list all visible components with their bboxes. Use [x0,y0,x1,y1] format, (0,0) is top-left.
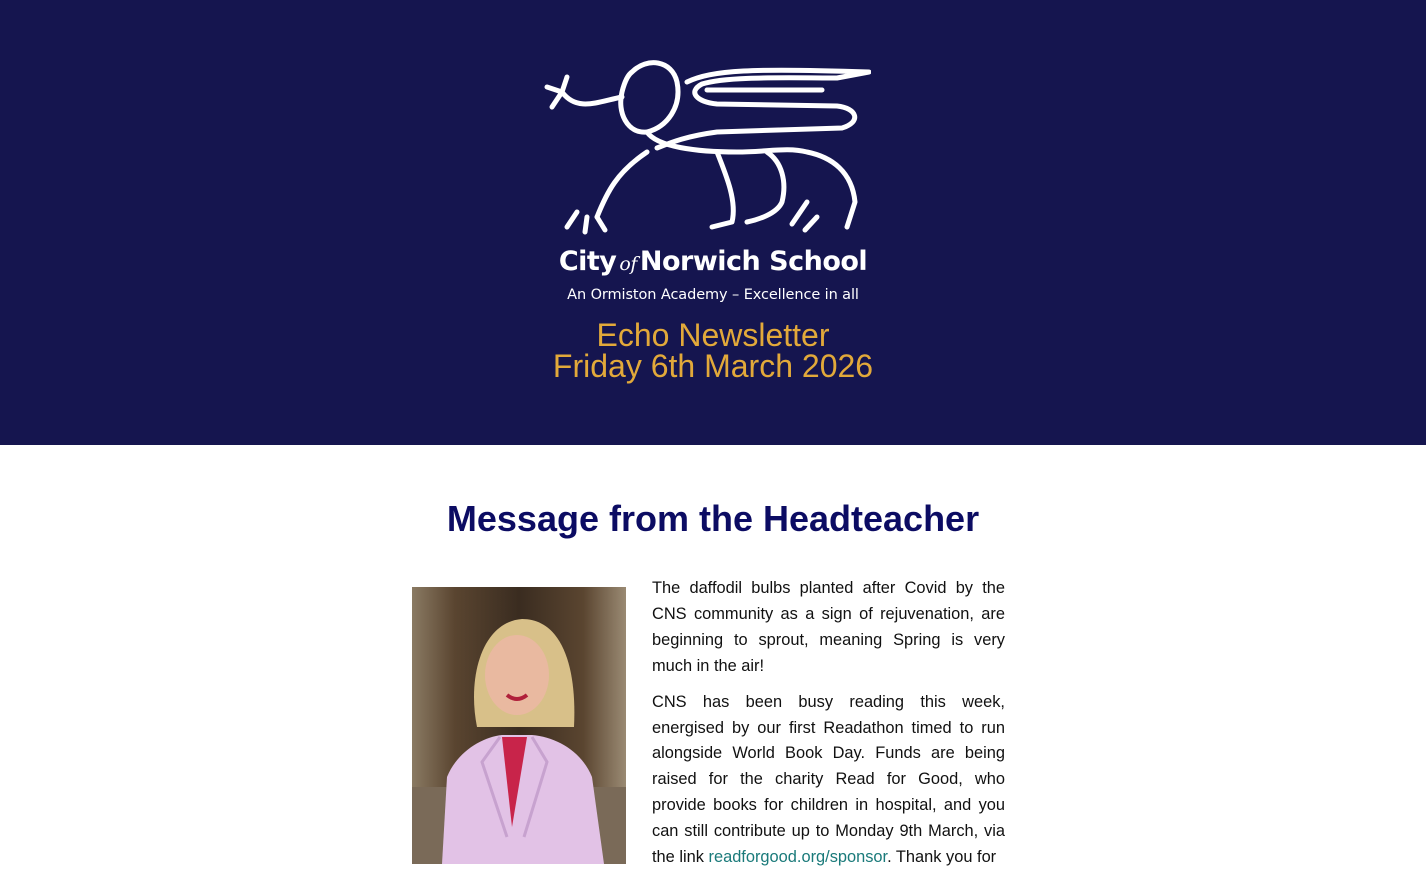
newsletter-title: Echo Newsletter [596,317,830,353]
paragraph-2-tail: . Thank you for [887,848,997,867]
message-paragraph-1: The daffodil bulbs planted after Covid by the CNS community as a sign of rejuvenation, are beginning to sprout, meaning Spring is very much in the air! [652,579,1005,675]
readforgood-link[interactable]: readforgood.org/sponsor [708,848,888,867]
school-name-of: of [619,253,637,275]
section-title: Message from the Headteacher [446,498,980,539]
message-paragraph-2 [652,690,1005,871]
newsletter-title-block [0,317,1426,384]
newsletter-date: Friday 6th March 2026 [552,348,874,384]
school-name [0,246,1426,277]
headteacher-photo [412,587,626,864]
portrait-image-icon [412,587,626,864]
lion-logo-icon [537,52,871,237]
school-tagline: An Ormiston Academy – Excellence in all [567,287,859,303]
headteacher-message [652,576,1005,881]
school-name-city: City [558,246,617,277]
paragraph-2-text: CNS has been busy reading this week, energised by our first Readathon timed to run alongside World Book Day. Funds are being raised for the charity Read for Good, who provide books for children in hospital, and you can still contribute up to Monday 9th March, via the link [652,692,1005,867]
school-name-norwich: Norwich School [639,246,868,277]
